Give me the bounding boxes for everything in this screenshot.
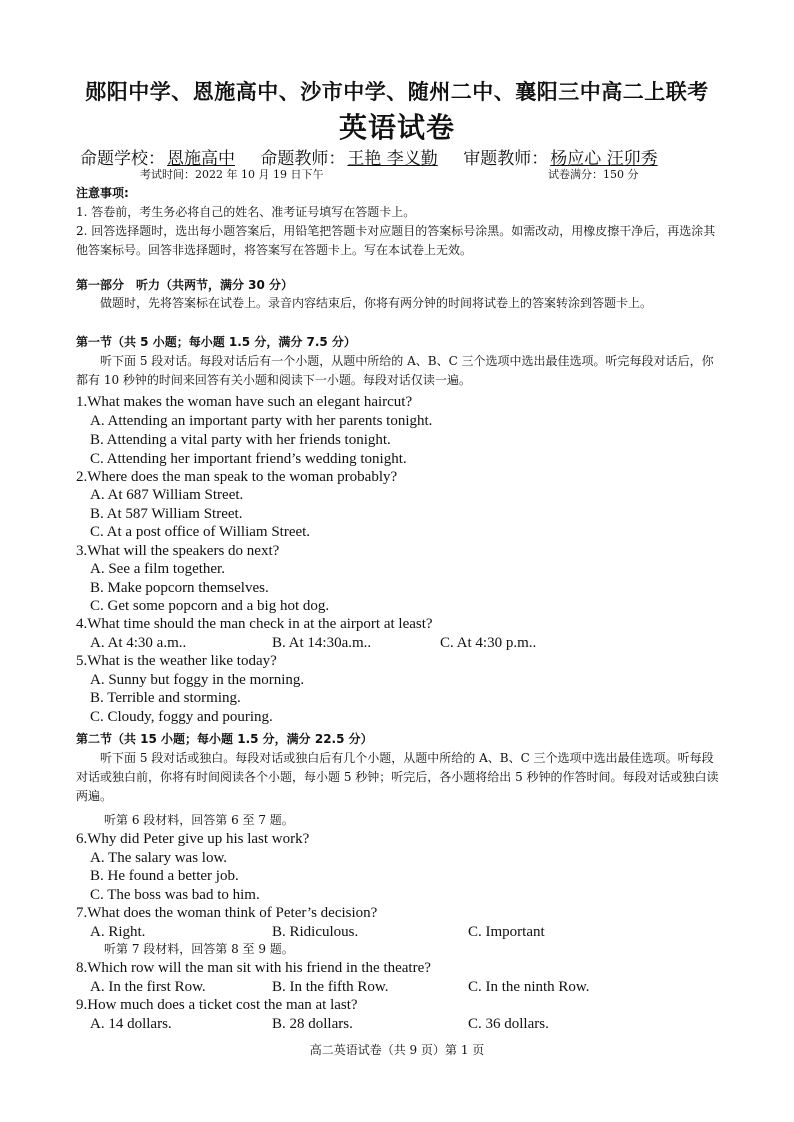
q3-option-b: B. Make popcorn themselves. xyxy=(90,580,269,596)
part1-heading: 第一部分 听力（共两节，满分 30 分） xyxy=(76,278,294,292)
question-3: 3.What will the speakers do next? xyxy=(76,543,280,559)
page-footer: 高二英语试卷（共 9 页）第 1 页 xyxy=(309,1043,485,1057)
question-2: 2.Where does the man speak to the woman probably? xyxy=(76,469,398,485)
q4-option-c: C. At 4:30 p.m.. xyxy=(440,635,537,651)
section2-intro: 听下面 5 段对话或独白。每段对话或独白后有几个小题，从题中所给的 A、B、C 三个选项中选出最佳选项。听每段对话或独白前，你将有时间阅读各个小题，每小题 5 秒钟；听完后，各小题将给出 5 秒钟的作答时间。每段对话或独白读两遍。 xyxy=(76,751,719,803)
q7-option-b: B. Ridiculous. xyxy=(272,924,359,940)
q9-option-b: B. 28 dollars. xyxy=(272,1016,353,1032)
question-4: 4.What time should the man check in at the airport at least? xyxy=(76,616,433,632)
note-item-2: 2. 回答选择题时，选出每小题答案后，用铅笔把答题卡对应题目的答案标号涂黑。如需改动，用橡皮擦干净后，再选涂其他答案标号。回答非选择题时，将答案写在答题卡上。写在本试卷上无效。 xyxy=(76,224,716,257)
exam-time: 考试时间：2022 年 10 月 19 日下午 xyxy=(140,168,324,181)
exam-title-schools: 郧阳中学、恩施高中、沙市中学、随州二中、襄阳三中高二上联考 xyxy=(85,80,709,104)
q4-option-b: B. At 14:30a.m.. xyxy=(272,635,372,651)
q8-option-a: A. In the first Row. xyxy=(90,979,206,995)
question-6: 6.Why did Peter give up his last work? xyxy=(76,831,310,847)
material-6-note: 听第 6 段材料，回答第 6 至 7 题。 xyxy=(104,813,294,827)
q5-option-b: B. Terrible and storming. xyxy=(90,690,241,706)
full-score: 试卷满分：150 分 xyxy=(548,168,639,181)
q5-option-a: A. Sunny but foggy in the morning. xyxy=(90,672,305,688)
school-label: 命题学校： xyxy=(80,149,165,169)
question-1: 1.What makes the woman have such an elegant haircut? xyxy=(76,394,413,410)
q8-option-b: B. In the fifth Row. xyxy=(272,979,389,995)
exam-title-subject: 英语试卷 xyxy=(338,111,455,144)
q5-option-c: C. Cloudy, foggy and pouring. xyxy=(90,709,273,725)
q9-option-c: C. 36 dollars. xyxy=(468,1016,549,1032)
q6-option-c: C. The boss was bad to him. xyxy=(90,887,260,903)
question-5: 5.What is the weather like today? xyxy=(76,653,277,669)
q1-option-c: C. Attending her important friend’s wedding tonight. xyxy=(90,451,407,467)
q6-option-b: B. He found a better job. xyxy=(90,868,239,884)
question-8: 8.Which row will the man sit with his friend in the theatre? xyxy=(76,960,431,976)
q7-option-c: C. Important xyxy=(468,924,545,940)
q1-option-a: A. Attending an important party with her parents tonight. xyxy=(90,413,433,429)
q7-option-a: A. Right. xyxy=(90,924,146,940)
q3-option-a: A. See a film together. xyxy=(90,561,225,577)
q2-option-c: C. At a post office of William Street. xyxy=(90,524,311,540)
q3-option-c: C. Get some popcorn and a big hot dog. xyxy=(90,598,330,614)
section1-heading: 第一节（共 5 小题；每小题 1.5 分，满分 7.5 分） xyxy=(76,335,356,349)
material-7-note: 听第 7 段材料，回答第 8 至 9 题。 xyxy=(104,942,294,956)
question-9: 9.How much does a ticket cost the man at last? xyxy=(76,997,358,1013)
note-item-1: 1. 答卷前，考生务必将自己的姓名、准考证号填写在答题卡上。 xyxy=(76,205,416,219)
section1-intro: 听下面 5 段对话。每段对话后有一个小题，从题中所给的 A、B、C 三个选项中选出最佳选项。听完每段对话后，你都有 10 秒钟的时间来回答有关小题和阅读下一小题。每段对话仅读一遍。 xyxy=(76,354,714,387)
section2-heading: 第二节（共 15 小题；每小题 1.5 分，满分 22.5 分） xyxy=(76,732,373,746)
part1-intro: 做题时，先将答案标在试卷上。录音内容结束后，你将有两分钟的时间将试卷上的答案转涂到答题卡上。 xyxy=(100,296,653,310)
notes-heading: 注意事项: xyxy=(76,186,129,200)
q1-option-b: B. Attending a vital party with her friends tonight. xyxy=(90,432,391,448)
q6-option-a: A. The salary was low. xyxy=(90,850,228,866)
q2-option-a: A. At 687 William Street. xyxy=(90,487,244,503)
teacher-label: 命题教师： xyxy=(260,149,346,169)
q8-option-c: C. In the ninth Row. xyxy=(468,979,590,995)
q2-option-b: B. At 587 William Street. xyxy=(90,506,243,522)
school-value: 恩施高中 xyxy=(167,149,235,169)
q9-option-a: A. 14 dollars. xyxy=(90,1016,172,1032)
reviewer-value: 杨应心 汪卯秀 xyxy=(550,149,658,169)
reviewer-label: 审题教师： xyxy=(463,149,549,169)
question-7: 7.What does the woman think of Peter’s decision? xyxy=(76,905,378,921)
teacher-value: 王艳 李义勤 xyxy=(347,149,438,169)
q4-option-a: A. At 4:30 a.m.. xyxy=(90,635,187,651)
